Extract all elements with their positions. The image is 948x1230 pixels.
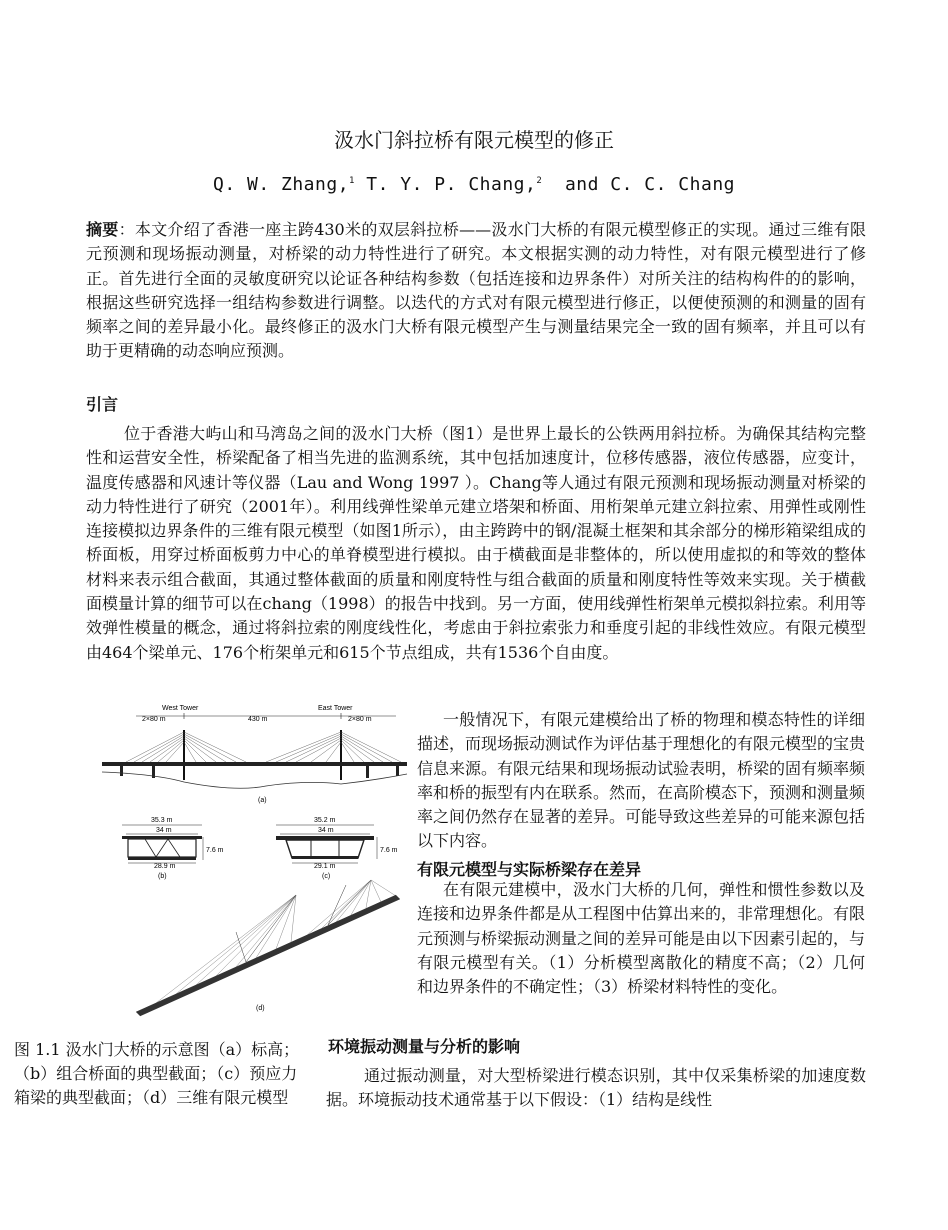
- fig-b-label: (b): [158, 873, 167, 880]
- fig-a-east-tower: East Tower: [318, 705, 353, 712]
- fig-b-w1: 35.3 m: [151, 817, 173, 824]
- author-line: [0, 174, 948, 195]
- fig-b-w2: 34 m: [156, 827, 172, 834]
- affil-2: 2: [536, 176, 543, 186]
- fig-c-label: (c): [322, 873, 331, 880]
- author-2: T. Y. P. Chang,: [354, 174, 537, 195]
- fig-d-label: (d): [256, 1005, 265, 1012]
- section-2-heading: 有限元模型与实际桥梁存在差异: [417, 860, 642, 879]
- fig-a-span-main: 430 m: [248, 716, 268, 723]
- fig-a-span-right: 2×80 m: [348, 716, 372, 723]
- section-2-paragraph: 在有限元建模中，汲水门大桥的几何，弹性和惯性参数以及连接和边界条件都是从工程图中估算出来的，非常理想化。有限元预测与桥梁振动测量之间的差异可能是由以下因素引起的，与有限元模型有关。（1）分析模型离散化的精度不高；（2）几何和边界条件的不确定性；（3）桥梁材料特性的变化。: [417, 880, 866, 997]
- fig-a-span-left: 2×80 m: [142, 716, 166, 723]
- fig-c-w2: 34 m: [318, 827, 334, 834]
- intro-paragraph: 位于香港大屿山和马湾岛之间的汲水门大桥（图1）是世界上最长的公铁两用斜拉桥。为确保其结构完整性和运营安全性，桥梁配备了相当先进的监测系统，其中包括加速度计，位移传感器，液位传感器，应变计，温度传感器和风速计等仪器（Lau and Wong 1997 ）。Chang等人通过有限元预测和现场振动测量对桥梁的动力特性进行了研究（2001年）。利用线弹性梁单元建立塔架和桥面、用桁架单元建立斜拉索、用弹性或刚性连接模拟边界条件的三维有限元模型（如图1所示），由主跨跨中的钢/混凝土框架和其余部分的梯形箱梁组成的桥面板，用穿过桥面板剪力中心的单脊模型进行模拟。由于横截面是非整体的，所以使用虚拟的和等效的整体材料来表示组合截面，其通过整体截面的质量和刚度特性与组合截面的质量和刚度特性等效来实现。关于横截面模量计算的细节可以在chang（1998）的报告中找到。另一方面，使用线弹性桁架单元模拟斜拉索。利用等效弹性模量的概念，通过将斜拉索的刚度线性化，考虑由于斜拉索张力和垂度引起的非线性效应。有限元模型由464个梁单元、176个桁架单元和615个节点组成，共有1536个自由度。: [86, 424, 866, 662]
- fig-a-label: (a): [258, 797, 267, 804]
- figure-caption: 图 1.1 汲水门大桥的示意图（a）标高；（b）组合桥面的典型截面；（c）预应力箱梁的典型截面；（d）三维有限元模型: [14, 1040, 300, 1107]
- fig-c-w1: 35.2 m: [314, 817, 336, 824]
- bridge-figure: [96, 700, 411, 1022]
- fig-c-w3: 29.1 m: [314, 863, 336, 870]
- fig-c-h: 7.6 m: [380, 847, 398, 854]
- right-paragraph-1: 一般情况下，有限元建模给出了桥的物理和模态特性的详细描述，而现场振动测试作为评估基于理想化的有限元模型的宝贵信息来源。有限元结果和现场振动试验表明，桥梁的固有频率频率和桥的振型有内在联系。然而，在高阶模态下，预测和测量频率之间仍然存在显著的差异。可能导致这些差异的可能来源包括以下内容。: [417, 710, 866, 851]
- abstract: [86, 218, 866, 364]
- intro-heading: 引言: [86, 395, 119, 414]
- figure-c-section: [276, 817, 398, 880]
- figure-d-3d-model: [136, 880, 400, 1016]
- fig-b-w3: 28.9 m: [154, 863, 176, 870]
- section-3-paragraph: 通过振动测量，对大型桥梁进行模态识别，其中仅采集桥梁的加速度数据。环境振动技术通常基于以下假设：（1）结构是线性: [326, 1066, 866, 1110]
- author-1: Q. W. Zhang,: [212, 174, 350, 195]
- figure-b-section: [122, 817, 224, 880]
- figure-a-elevation: [102, 705, 407, 804]
- affil-1: 1: [349, 176, 355, 186]
- fig-a-west-tower: West Tower: [162, 705, 199, 712]
- abstract-label: 摘要: [86, 220, 119, 239]
- author-3: and C. C. Chang: [542, 174, 735, 195]
- paper-title: 汲水门斜拉桥有限元模型的修正: [334, 128, 614, 152]
- abstract-text: ：本文介绍了香港一座主跨430米的双层斜拉桥——汲水门大桥的有限元模型修正的实现。通过三维有限元预测和现场振动测量，对桥梁的动力特性进行了研究。本文根据实测的动力特性，对有限元模型进行了修正。首先进行全面的灵敏度研究以论证各种结构参数（包括连接和边界条件）对所关注的结构构件的的影响，根据这些研究选择一组结构参数进行调整。以迭代的方式对有限元模型进行修正，以便使预测的和测量的固有频率之间的差异最小化。最终修正的汲水门大桥有限元模型产生与测量结果完全一致的固有频率，并且可以有助于更精确的动态响应预测。: [86, 220, 866, 361]
- section-3-heading: 环境振动测量与分析的影响: [328, 1037, 521, 1056]
- fig-b-h: 7.6 m: [206, 847, 224, 854]
